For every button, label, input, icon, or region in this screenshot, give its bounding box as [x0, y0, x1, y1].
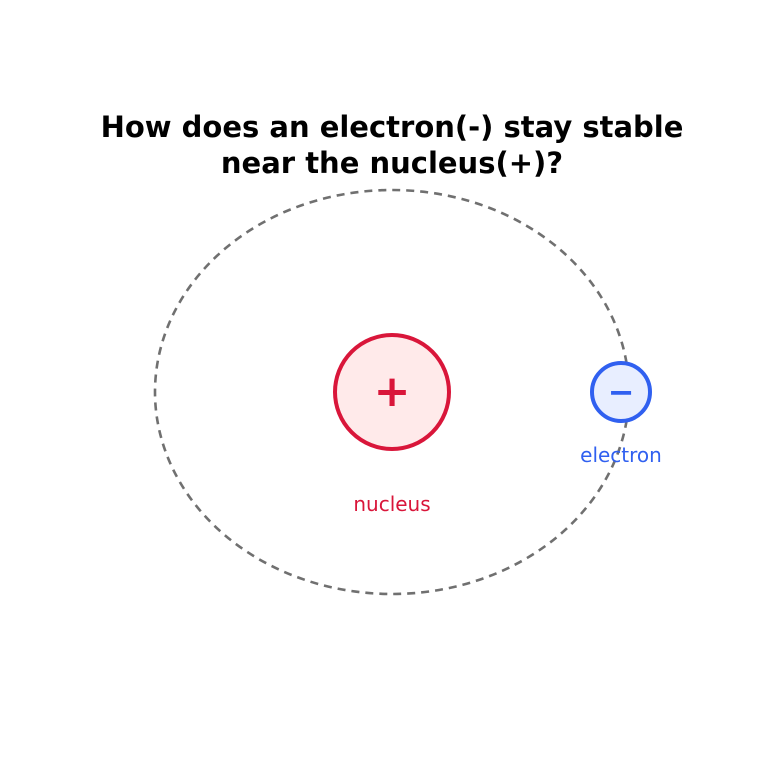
- title-line-1: How does an electron(-) stay stable: [100, 110, 684, 144]
- title-line-2: near the nucleus(+)?: [220, 146, 564, 180]
- electron-minus-sign: −: [607, 373, 635, 411]
- electron-label: electron: [580, 443, 662, 467]
- electron: [592, 363, 650, 421]
- nucleus-plus-sign: +: [373, 366, 411, 417]
- nucleus: [335, 335, 449, 449]
- nucleus-label: nucleus: [353, 492, 431, 516]
